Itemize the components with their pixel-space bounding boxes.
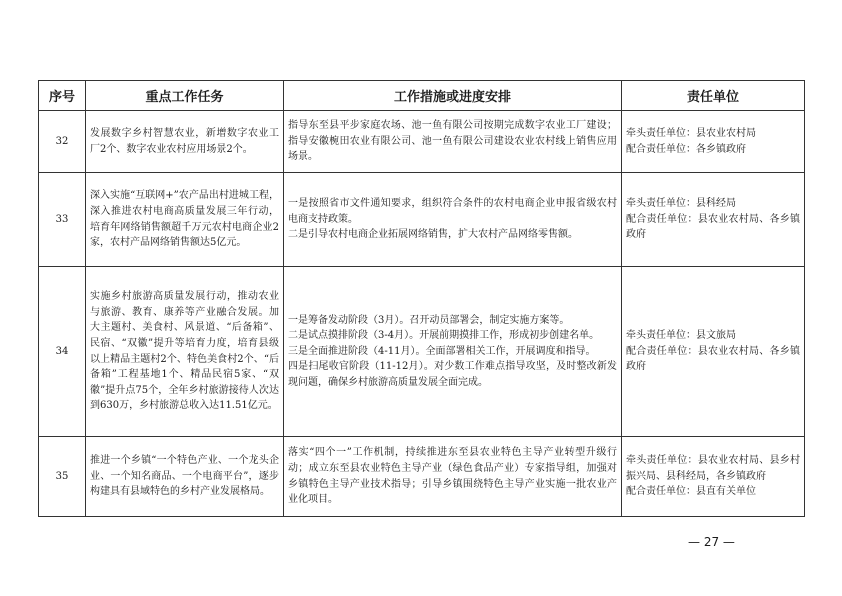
measures-cell: [284, 173, 622, 267]
table-row: [39, 267, 805, 437]
measure-item: 四是扫尾收官阶段（11-12月）。对少数工作难点指导攻坚，及时整改新发现问题，确保乡村旅游高质量发展全面完成。: [288, 361, 617, 388]
measure-item: 二是试点摸排阶段（3-4月）。开展前期摸排工作，形成初步创建名单。: [288, 330, 600, 342]
row-number: 34: [39, 267, 86, 437]
row-number: 33: [39, 173, 86, 267]
measure-item: 落实“四个一”工作机制，持续推进东至县农业特色主导产业转型升级行动；成立东至县农业特色主导产业（绿色食品产业）专家指导组，加强对乡镇特色主导产业技术指导；引导乡镇围绕特色主导产业实施一批农业产业化项目。: [288, 447, 617, 506]
lead-unit: 牵头责任单位：县科经局: [626, 198, 736, 210]
header-serial: 序号: [39, 81, 86, 111]
header-measures: 工作措施或进度安排: [284, 81, 622, 111]
measure-item: 一是筹备发动阶段（3月）。召开动员部署会，制定实施方案等。: [288, 314, 570, 326]
measures-cell: [284, 267, 622, 437]
support-unit: 配合责任单位：县农业农村局、各乡镇政府: [626, 345, 800, 373]
measures-cell: [284, 111, 622, 173]
units-cell: [622, 111, 805, 173]
header-units: 责任单位: [622, 81, 805, 111]
units-cell: [622, 267, 805, 437]
measure-item: 一是按照省市文件通知要求，组织符合条件的农村电商企业申报省级农村电商支持政策。: [288, 198, 617, 225]
support-unit: 配合责任单位：县直有关单位: [626, 486, 756, 498]
measure-item: 二是引导农村电商企业拓展网络销售，扩大农村产品网络零售额。: [288, 229, 578, 241]
units-cell: [622, 437, 805, 517]
table-row: [39, 111, 805, 173]
measures-cell: [284, 437, 622, 517]
task-cell: 发展数字乡村智慧农业，新增数字农业工厂2个、数字农业农村应用场景2个。: [86, 111, 284, 173]
header-task: 重点工作任务: [86, 81, 284, 111]
units-cell: [622, 173, 805, 267]
lead-unit: 牵头责任单位：县农业农村局: [626, 127, 756, 139]
lead-unit: 牵头责任单位：县文旅局: [626, 330, 736, 342]
measure-item: 三是全面推进阶段（4-11月）。全面部署相关工作，开展调度和指导。: [288, 345, 596, 357]
support-unit: 配合责任单位：县农业农村局、各乡镇政府: [626, 213, 800, 241]
task-cell: 深入实施“互联网+”农产品出村进城工程，深入推进农村电商高质量发展三年行动，培育年网络销售额超千万元农村电商企业2家，农村产品网络销售额达5亿元。: [86, 173, 284, 267]
task-cell: 实施乡村旅游高质量发展行动，推动农业与旅游、教育、康养等产业融合发展。加大主题村、美食村、风景道、“后备箱”、民宿、“双徽”提升等培育力度，培育县级以上精品主题村2个、特色美食村2个、“后备箱”工程基地1个、精品民宿5家、“双徽”提升点75个，全年乡村旅游接待人次达到630万，乡村旅游总收入达11.51亿元。: [86, 267, 284, 437]
task-cell: 推进一个乡镇“一个特色产业、一个龙头企业、一个知名商品、一个电商平台”，逐步构建具有县域特色的乡村产业发展格局。: [86, 437, 284, 517]
row-number: 35: [39, 437, 86, 517]
support-unit: 配合责任单位：各乡镇政府: [626, 143, 746, 155]
table-header-row: [39, 81, 805, 111]
measure-item: 指导东至县平步家庭农场、池一鱼有限公司按期完成数字农业工厂建设；指导安徽椀田农业有限公司、池一鱼有限公司建设农业农村线上销售应用场景。: [288, 120, 617, 163]
row-number: 32: [39, 111, 86, 173]
table-row: [39, 173, 805, 267]
work-task-table: [38, 80, 805, 517]
table-row: [39, 437, 805, 517]
page-number: — 27 —: [688, 535, 735, 549]
lead-unit: 牵头责任单位：县农业农村局、县乡村振兴局、县科经局，各乡镇政府: [626, 455, 800, 482]
